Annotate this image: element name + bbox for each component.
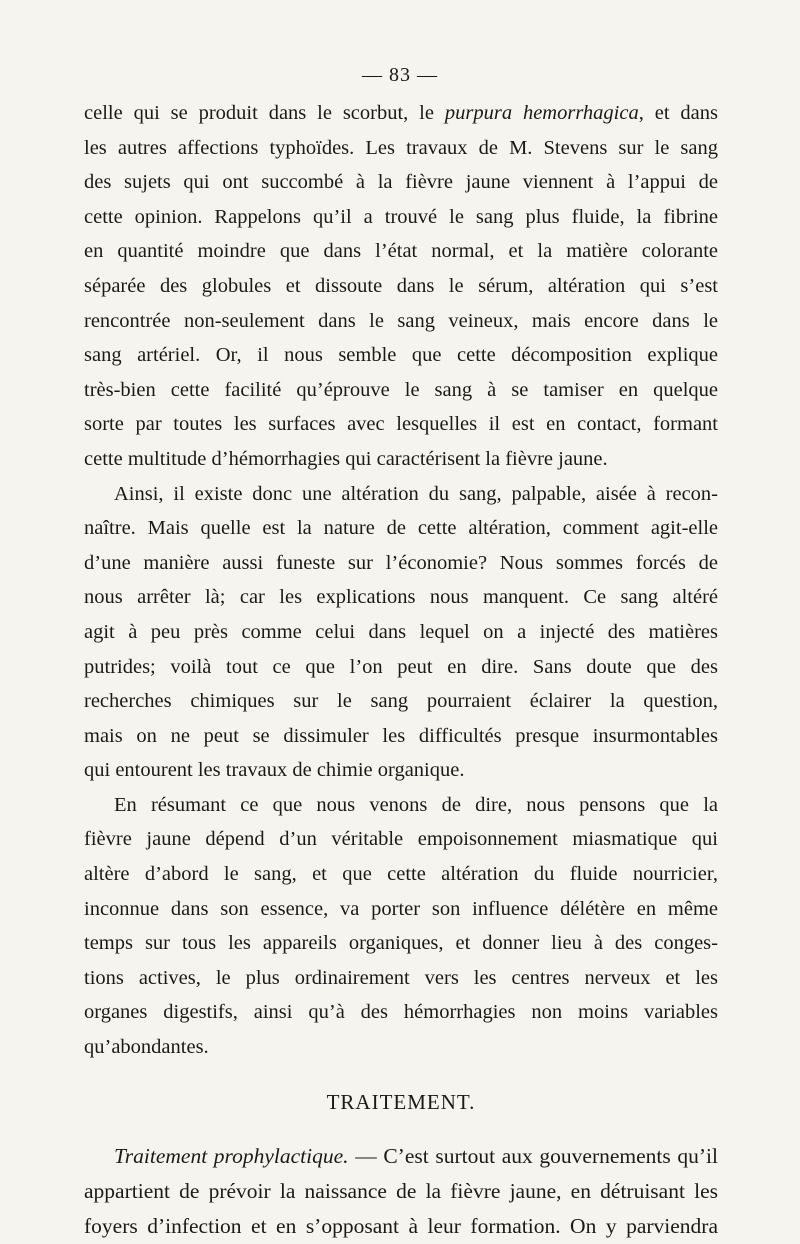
text-line: cette opinion. Rappelons qu’il a trouvé le sang plus fluide, la fibrine (84, 205, 718, 228)
text-line: appartient de prévoir la naissance de la fièvre jaune, en détruisant les (84, 1178, 718, 1203)
text-line: rencontrée non-seulement dans le sang veineux, mais encore dans le (84, 309, 718, 332)
text-line: d’une manière aussi funeste sur l’économie? Nous sommes forcés de (84, 551, 718, 574)
text-line: des sujets qui ont succombé à la fièvre jaune viennent à l’appui de (84, 171, 718, 194)
italic-subheading: Traitement prophylactique. (114, 1143, 349, 1168)
text-line: cette multitude d’hémorrhagies qui caractérisent la fièvre jaune. (84, 447, 608, 470)
text-line: inconnue dans son essence, va porter son influence délétère en même (84, 897, 718, 920)
text-line: naître. Mais quelle est la nature de cette altération, comment agit-elle (84, 517, 718, 540)
text-line: qu’abondantes. (84, 1036, 209, 1059)
text-line: foyers d’infection et en s’opposant à leur formation. On y parviendra (84, 1213, 718, 1238)
text-line: altère d’abord le sang, et que cette altération du fluide nourricier, (84, 863, 718, 886)
paragraph-1 (84, 96, 718, 477)
text-line: qui entourent les travaux de chimie organique. (84, 759, 465, 782)
text-line: sang artériel. Or, il nous semble que cette décomposition explique (84, 344, 718, 367)
text-line: les autres affections typhoïdes. Les travaux de M. Stevens sur le sang (84, 136, 718, 159)
text-line: agit à peu près comme celui dans lequel on a injecté des matières (84, 620, 718, 643)
body-text (84, 96, 718, 1244)
text-line: fièvre jaune dépend d’un véritable empoisonnement miasmatique qui (84, 828, 718, 851)
text-line: très-bien cette facilité qu’éprouve le sang à se tamiser en quelque (84, 378, 718, 401)
text-line: mais on ne peut se dissimuler les difficultés presque insurmontables (84, 724, 718, 747)
text-line: recherches chimiques sur le sang pourraient éclairer la question, (84, 690, 718, 713)
section-paragraph (84, 1139, 718, 1244)
text-line: en quantité moindre que dans l’état normal, et la matière colorante (84, 240, 718, 263)
text-line: sorte par toutes les surfaces avec lesquelles il est en contact, formant (84, 413, 718, 436)
text-line: Traitement prophylactique. — C’est surtout aux gouvernements qu’il (114, 1143, 718, 1168)
italic-term: purpura hemorrhagica (444, 102, 639, 124)
text-line: En résumant ce que nous venons de dire, nous pensons que la (114, 793, 718, 816)
text-line: temps sur tous les appareils organiques, et donner lieu à des conges- (84, 932, 718, 955)
text-line: Ainsi, il existe donc une altération du sang, palpable, aisée à recon- (114, 482, 718, 505)
text-line: nous arrêter là; car les explications nous manquent. Ce sang altéré (84, 586, 718, 609)
paragraph-3 (84, 788, 718, 1065)
section-heading: TRAITEMENT. (326, 1089, 476, 1114)
text-line: celle qui se produit dans le scorbut, le purpura hemorrhagica, et dans (84, 102, 718, 124)
text-line: putrides; voilà tout ce que l’on peut en dire. Sans doute que des (84, 655, 718, 678)
text-line: tions actives, le plus ordinairement vers les centres nerveux et les (84, 966, 718, 989)
text-line: séparée des globules et dissoute dans le sérum, altération qui s’est (84, 274, 718, 297)
paragraph-2 (84, 477, 718, 788)
text-line: organes digestifs, ainsi qu’à des hémorrhagies non moins variables (84, 1001, 718, 1024)
page-number: — 83 — (362, 64, 438, 86)
